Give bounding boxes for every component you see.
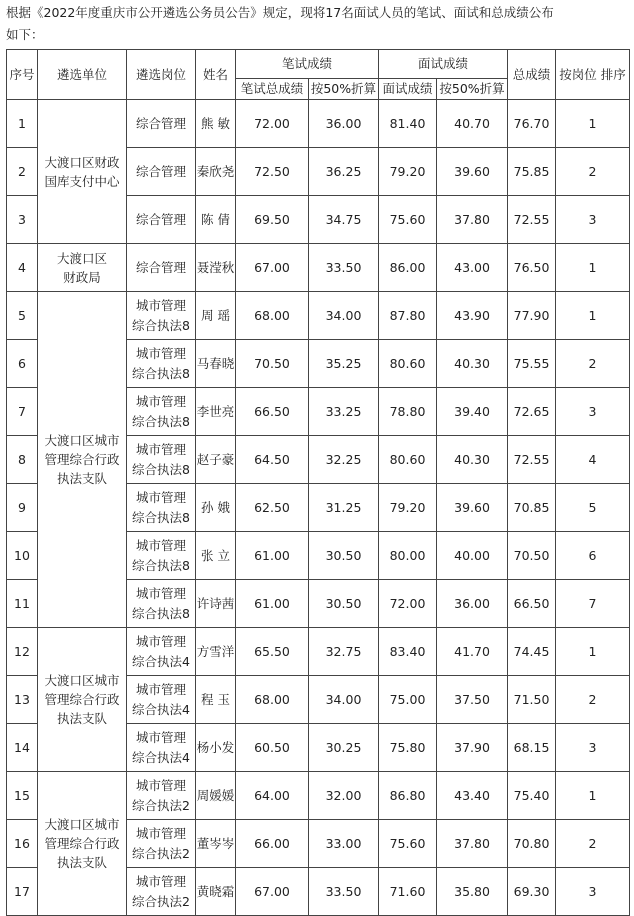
interview-half-cell: 43.00 [437,244,508,292]
table-body [7,50,630,916]
position-line: 城市管理 [135,441,186,457]
position-line: 综合执法8 [132,317,190,333]
position-cell [127,388,196,436]
position-cell [127,532,196,580]
position-line: 城市管理 [135,729,186,745]
position-cell [127,580,196,628]
written-half-cell: 33.50 [309,868,379,916]
interview-half-cell: 39.60 [437,484,508,532]
rank-cell: 7 [556,580,630,628]
name-cell: 程 玉 [196,676,236,724]
written-half-cell: 32.25 [309,436,379,484]
header-index: 序号 [7,50,38,100]
unit-cell [38,292,127,628]
written-total-cell: 69.50 [236,196,309,244]
unit-line: 执法支队 [56,711,107,726]
name-cell: 周媛媛 [196,772,236,820]
interview-half-cell: 40.30 [437,436,508,484]
interview-half-cell: 39.60 [437,148,508,196]
interview-cell: 80.60 [379,436,437,484]
position-cell [127,628,196,676]
position-line: 综合执法8 [132,365,190,381]
interview-half-cell: 40.30 [437,340,508,388]
position-cell [127,820,196,868]
total-cell: 75.40 [508,772,556,820]
unit-line: 大渡口区财政 [44,154,120,170]
total-cell: 72.55 [508,436,556,484]
written-half-cell: 34.75 [309,196,379,244]
name-cell: 聂滢秋 [196,244,236,292]
written-total-cell: 64.00 [236,772,309,820]
total-cell: 69.30 [508,868,556,916]
row-index: 11 [7,580,38,628]
position-cell [127,772,196,820]
position-line: 城市管理 [135,825,186,841]
rank-cell: 2 [556,148,630,196]
interview-half-cell: 37.90 [437,724,508,772]
row-index: 17 [7,868,38,916]
header-row-1 [7,50,630,79]
rank-cell: 3 [556,868,630,916]
rank-cell: 2 [556,340,630,388]
interview-cell: 79.20 [379,484,437,532]
written-total-cell: 72.00 [236,100,309,148]
position-line: 综合执法2 [132,893,190,909]
unit-cell [38,628,127,772]
written-total-cell: 61.00 [236,532,309,580]
written-half-cell: 33.25 [309,388,379,436]
total-cell: 76.70 [508,100,556,148]
name-cell: 陈 倩 [196,196,236,244]
total-cell: 77.90 [508,292,556,340]
unit-line: 大渡口区城市 [44,817,120,832]
unit-line: 国库支付中心 [44,173,120,189]
written-total-cell: 60.50 [236,724,309,772]
name-cell: 方雪洋 [196,628,236,676]
interview-half-cell: 37.50 [437,676,508,724]
header-unit: 遴选单位 [38,50,127,100]
row-index: 4 [7,244,38,292]
interview-half-cell: 37.80 [437,820,508,868]
rank-cell: 1 [556,628,630,676]
position-line: 综合执法4 [132,653,190,669]
position-line: 综合执法8 [132,413,190,429]
interview-half-cell: 40.00 [437,532,508,580]
position-cell [127,340,196,388]
position-line: 综合执法4 [132,749,190,765]
interview-half-cell: 43.40 [437,772,508,820]
interview-cell: 72.00 [379,580,437,628]
name-cell: 马春晓 [196,340,236,388]
written-half-cell: 36.25 [309,148,379,196]
interview-half-cell: 36.00 [437,580,508,628]
rank-cell: 5 [556,484,630,532]
written-total-cell: 67.00 [236,244,309,292]
position-line: 综合管理 [135,115,186,131]
intro-line-2: 如下： [6,27,44,42]
rank-cell: 2 [556,820,630,868]
name-cell: 黄晓霜 [196,868,236,916]
unit-line: 管理综合行政 [44,692,120,707]
written-total-cell: 68.00 [236,676,309,724]
table-row [7,772,630,820]
interview-half-cell: 37.80 [437,196,508,244]
row-index: 9 [7,484,38,532]
unit-line: 大渡口区城市 [44,673,120,688]
interview-half-cell: 40.70 [437,100,508,148]
row-index: 3 [7,196,38,244]
position-line: 城市管理 [135,393,186,409]
written-half-cell: 35.25 [309,340,379,388]
header-total: 总成绩 [508,50,556,100]
position-line: 综合管理 [135,211,186,227]
total-cell: 75.85 [508,148,556,196]
position-line: 城市管理 [135,633,186,649]
row-index: 5 [7,292,38,340]
position-line: 城市管理 [135,777,186,793]
name-cell: 周 瑶 [196,292,236,340]
position-cell [127,436,196,484]
interview-cell: 80.00 [379,532,437,580]
position-line: 城市管理 [135,297,186,313]
total-cell: 76.50 [508,244,556,292]
rank-cell: 1 [556,244,630,292]
row-index: 10 [7,532,38,580]
table-row [7,100,630,148]
position-cell [127,676,196,724]
header-rank: 按岗位 排序 [556,50,630,100]
position-line: 城市管理 [135,873,186,889]
written-total-cell: 66.50 [236,388,309,436]
written-total-cell: 66.00 [236,820,309,868]
intro-paragraph [0,0,634,46]
written-half-cell: 32.75 [309,628,379,676]
position-line: 城市管理 [135,489,186,505]
table-row [7,244,630,292]
total-cell: 71.50 [508,676,556,724]
total-cell: 72.55 [508,196,556,244]
rank-cell: 1 [556,292,630,340]
header-interview-score: 面试成绩 [379,79,437,100]
position-line: 综合执法8 [132,605,190,621]
header-position: 遴选岗位 [127,50,196,100]
rank-cell: 6 [556,532,630,580]
unit-line: 大渡口区城市 [44,433,120,448]
position-line: 综合管理 [135,259,186,275]
interview-half-cell: 35.80 [437,868,508,916]
rank-cell: 4 [556,436,630,484]
position-line: 综合执法2 [132,797,190,813]
interview-cell: 75.60 [379,820,437,868]
interview-cell: 75.00 [379,676,437,724]
unit-line: 大渡口区 [56,250,107,266]
position-cell [127,196,196,244]
written-total-cell: 68.00 [236,292,309,340]
written-total-cell: 72.50 [236,148,309,196]
row-index: 13 [7,676,38,724]
position-line: 城市管理 [135,585,186,601]
interview-cell: 86.00 [379,244,437,292]
name-cell: 熊 敏 [196,100,236,148]
position-cell [127,100,196,148]
position-line: 综合管理 [135,163,186,179]
header-written: 笔试成绩 [236,50,379,79]
name-cell: 孙 娥 [196,484,236,532]
interview-cell: 78.80 [379,388,437,436]
written-total-cell: 65.50 [236,628,309,676]
interview-half-cell: 41.70 [437,628,508,676]
written-half-cell: 31.25 [309,484,379,532]
name-cell: 秦欣尧 [196,148,236,196]
row-index: 14 [7,724,38,772]
name-cell: 董岑岑 [196,820,236,868]
unit-line: 管理综合行政 [44,452,120,467]
header-name: 姓名 [196,50,236,100]
table-row [7,628,630,676]
position-cell [127,148,196,196]
interview-cell: 81.40 [379,100,437,148]
written-half-cell: 33.50 [309,244,379,292]
position-cell [127,868,196,916]
interview-cell: 86.80 [379,772,437,820]
name-cell: 杨小发 [196,724,236,772]
interview-cell: 83.40 [379,628,437,676]
interview-half-cell: 43.90 [437,292,508,340]
row-index: 15 [7,772,38,820]
position-line: 城市管理 [135,537,186,553]
total-cell: 74.45 [508,628,556,676]
unit-line: 管理综合行政 [44,836,120,851]
total-cell: 70.85 [508,484,556,532]
position-line: 城市管理 [135,681,186,697]
position-cell [127,292,196,340]
written-half-cell: 33.00 [309,820,379,868]
name-cell: 李世亮 [196,388,236,436]
interview-half-cell: 39.40 [437,388,508,436]
written-total-cell: 62.50 [236,484,309,532]
table-row [7,292,630,340]
rank-cell: 1 [556,100,630,148]
row-index: 8 [7,436,38,484]
total-cell: 70.80 [508,820,556,868]
written-half-cell: 30.25 [309,724,379,772]
header-interview: 面试成绩 [379,50,508,79]
written-half-cell: 30.50 [309,532,379,580]
header-interview-half: 按50%折算 [437,79,508,100]
total-cell: 72.65 [508,388,556,436]
name-cell: 赵子豪 [196,436,236,484]
unit-line: 执法支队 [56,471,107,486]
position-cell [127,724,196,772]
position-line: 综合执法8 [132,557,190,573]
interview-cell: 71.60 [379,868,437,916]
interview-cell: 79.20 [379,148,437,196]
position-line: 综合执法2 [132,845,190,861]
written-total-cell: 61.00 [236,580,309,628]
position-line: 综合执法8 [132,461,190,477]
row-index: 16 [7,820,38,868]
written-half-cell: 34.00 [309,292,379,340]
unit-line: 执法支队 [56,855,107,870]
rank-cell: 3 [556,196,630,244]
position-cell [127,244,196,292]
written-total-cell: 64.50 [236,436,309,484]
name-cell: 许诗茜 [196,580,236,628]
total-cell: 70.50 [508,532,556,580]
rank-cell: 2 [556,676,630,724]
position-line: 综合执法4 [132,701,190,717]
written-half-cell: 30.50 [309,580,379,628]
interview-cell: 87.80 [379,292,437,340]
unit-cell [38,100,127,244]
name-cell: 张 立 [196,532,236,580]
position-line: 城市管理 [135,345,186,361]
interview-cell: 80.60 [379,340,437,388]
written-half-cell: 34.00 [309,676,379,724]
written-total-cell: 70.50 [236,340,309,388]
total-cell: 68.15 [508,724,556,772]
total-cell: 66.50 [508,580,556,628]
rank-cell: 3 [556,388,630,436]
row-index: 12 [7,628,38,676]
intro-line-1: 根据《2022年度重庆市公开遴选公务员公告》规定，现将17名面试人员的笔试、面试和总成绩公布 [6,5,554,20]
rank-cell: 1 [556,772,630,820]
total-cell: 75.55 [508,340,556,388]
written-half-cell: 36.00 [309,100,379,148]
interview-cell: 75.60 [379,196,437,244]
row-index: 2 [7,148,38,196]
row-index: 6 [7,340,38,388]
header-written-half: 按50%折算 [309,79,379,100]
written-half-cell: 32.00 [309,772,379,820]
interview-cell: 75.80 [379,724,437,772]
unit-cell [38,244,127,292]
written-total-cell: 67.00 [236,868,309,916]
unit-line: 财政局 [63,269,101,285]
position-cell [127,484,196,532]
unit-cell [38,772,127,916]
row-index: 1 [7,100,38,148]
results-table [6,49,630,916]
row-index: 7 [7,388,38,436]
rank-cell: 3 [556,724,630,772]
header-written-total: 笔试总成绩 [236,79,309,100]
position-line: 综合执法8 [132,509,190,525]
